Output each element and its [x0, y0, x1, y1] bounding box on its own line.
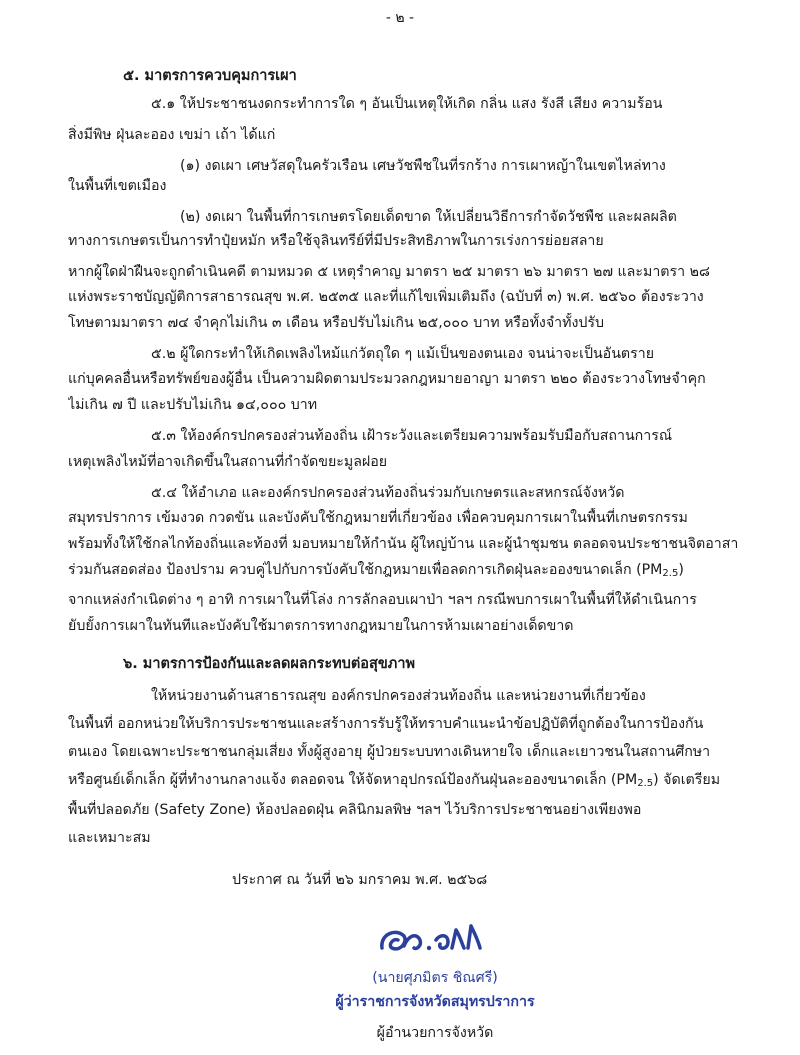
- paragraph-5-3: ๕.๓ ให้องค์กรปกครองส่วนท้องถิ่น เฝ้าระวังและเตรียมความพร้อมรับมือกับสถานการณ์: [151, 428, 673, 444]
- paragraph-5-1-cont: สิ่งมีพิษ ฝุ่นละออง เขม่า เถ้า ได้แก่: [68, 127, 276, 143]
- penalty-line-1: หากผู้ใดฝ่าฝืนจะถูกดำเนินคดี ตามหมวด ๕ เหตุรำคาญ มาตรา ๒๕ มาตรา ๒๖ มาตรา ๒๗ และมาตรา ๒๘: [68, 264, 710, 280]
- pm-subscript-2: 2.5: [637, 778, 654, 789]
- section-6-line-6: และเหมาะสม: [68, 830, 151, 846]
- pm-close: ): [678, 562, 684, 578]
- section-6-line-1: ให้หน่วยงานด้านสาธารณสุข องค์กรปกครองส่วนท้องถิ่น และหน่วยงานที่เกี่ยวข้อง: [151, 688, 646, 704]
- penalty-line-3: โทษตามมาตรา ๗๔ จำคุกไม่เกิน ๓ เดือน หรือปรับไม่เกิน ๒๕,๐๐๐ บาท หรือทั้งจำทั้งปรับ: [68, 315, 605, 331]
- paragraph-5-4-cont-2: พร้อมทั้งให้ใช้กลไกท้องถิ่นและท้องที่ มอบหมายให้กำนัน ผู้ใหญ่บ้าน และผู้นำชุมชน ตลอดจนประชาชนจิตอาสา: [68, 536, 739, 552]
- signer-title: ผู้ว่าราชการจังหวัดสมุทรปราการ: [335, 994, 535, 1010]
- paragraph-5-2-cont-1: แก่บุคคลอื่นหรือทรัพย์ของผู้อื่น เป็นความผิดตามประมวลกฎหมายอาญา มาตรา ๒๒๐ ต้องระวางโทษจำคุก: [68, 371, 706, 387]
- pm-text: ร่วมกันสอดส่อง ป้องปราม ควบคู่ไปกับการบังคับใช้กฎหมายเพื่อลดการเกิดฝุ่นละอองขนาดเล็ก (PM: [68, 562, 663, 578]
- section-5-heading: ๕. มาตรการควบคุมการเผา: [123, 68, 297, 84]
- announcement-date: ประกาศ ณ วันที่ ๒๖ มกราคม พ.ศ. ๒๕๖๘: [232, 872, 488, 888]
- section-6-line-3: ตนเอง โดยเฉพาะประชาชนกลุ่มเสี่ยง ทั้งผู้สูงอายุ ผู้ป่วยระบบทางเดินหายใจ เด็กและเยาวชนในสถานศึกษา: [68, 744, 711, 760]
- section-6-heading: ๖. มาตรการป้องกันและลดผลกระทบต่อสุขภาพ: [123, 656, 416, 672]
- paragraph-5-4-cont-4: จากแหล่งกำเนิดต่าง ๆ อาทิ การเผาในที่โล่ง การลักลอบเผาป่า ฯลฯ กรณีพบการเผาในพื้นที่ให้ดำเนินการ: [68, 592, 697, 608]
- penalty-line-2: แห่งพระราชบัญญัติการสาธารณสุข พ.ศ. ๒๕๓๕ และที่แก้ไขเพิ่มเติมถึง (ฉบับที่ ๓) พ.ศ. ๒๕๖๐ ต้องระวาง: [68, 289, 704, 305]
- paragraph-5-3-cont: เหตุเพลิงไหม้ที่อาจเกิดขึ้นในสถานที่กำจัดขยะมูลฝอย: [68, 454, 388, 470]
- section-6-line-2: ในพื้นที่ ออกหน่วยให้บริการประชาชนและสร้างการรับรู้ให้ทราบคำแนะนำข้อปฏิบัติที่ถูกต้องในการป้องกัน: [68, 716, 704, 732]
- paragraph-5-2-cont-2: ไม่เกิน ๗ ปี และปรับไม่เกิน ๑๔,๐๐๐ บาท: [68, 397, 318, 413]
- paragraph-5-4-cont-1: สมุทรปราการ เข้มงวด กวดขัน และบังคับใช้กฎหมายที่เกี่ยวข้อง เพื่อควบคุมการเผาในพื้นที่เกษตรกรรม: [68, 510, 688, 526]
- pm-close-2: ) จัดเตรียม: [653, 772, 721, 788]
- pm-subscript: 2.5: [662, 568, 679, 579]
- page-number: - ๒ -: [385, 10, 415, 26]
- item-2: (๒) งดเผา ในพื้นที่การเกษตรโดยเด็ดขาด ให้เปลี่ยนวิธีการกำจัดวัชพืช และผลผลิต: [180, 209, 677, 225]
- paragraph-5-4-cont-5: ยับยั้งการเผาในทันทีและบังคับใช้มาตรการทางกฎหมายในการห้ามเผาอย่างเด็ดขาด: [68, 618, 574, 634]
- item-1-cont: ในพื้นที่เขตเมือง: [68, 178, 167, 194]
- item-2-cont: ทางการเกษตรเป็นการทำปุ๋ยหมัก หรือใช้จุลินทรีย์ที่มีประสิทธิภาพในการเร่งการย่อยสลาย: [68, 233, 604, 249]
- item-1: (๑) งดเผา เศษวัสดุในครัวเรือน เศษวัชพืชในที่รกร้าง การเผาหญ้าในเขตไหล่ทาง: [180, 158, 666, 174]
- section-6-line-5: พื้นที่ปลอดภัย (Safety Zone) ห้องปลอดฝุ่น คลินิกมลพิษ ฯลฯ ไว้บริการประชาชนอย่างเพียงพอ: [68, 802, 642, 818]
- paragraph-5-1: ๕.๑ ให้ประชาชนงดกระทำการใด ๆ อันเป็นเหตุให้เกิด กลิ่น แสง รังสี เสียง ความร้อน: [151, 96, 663, 112]
- paragraph-5-4-cont-3: [68, 560, 684, 584]
- paragraph-5-2: ๕.๒ ผู้ใดกระทำให้เกิดเพลิงไหม้แก่วัตถุใด ๆ แม้เป็นของตนเอง จนน่าจะเป็นอันตราย: [151, 346, 655, 362]
- signer-name: (นายศุภมิตร ชิณศรี): [372, 970, 498, 986]
- signature-image: [374, 918, 494, 964]
- signer-role: ผู้อำนวยการจังหวัด: [376, 1025, 494, 1041]
- section-6-line-4: [68, 770, 720, 794]
- pm-text-2: หรือศูนย์เด็กเล็ก ผู้ที่ทำงานกลางแจ้ง ตลอดจน ให้จัดหาอุปกรณ์ป้องกันฝุ่นละอองขนาดเล็ก (PM: [68, 772, 638, 788]
- paragraph-5-4: ๕.๔ ให้อำเภอ และองค์กรปกครองส่วนท้องถิ่นร่วมกับเกษตรและสหกรณ์จังหวัด: [151, 485, 625, 501]
